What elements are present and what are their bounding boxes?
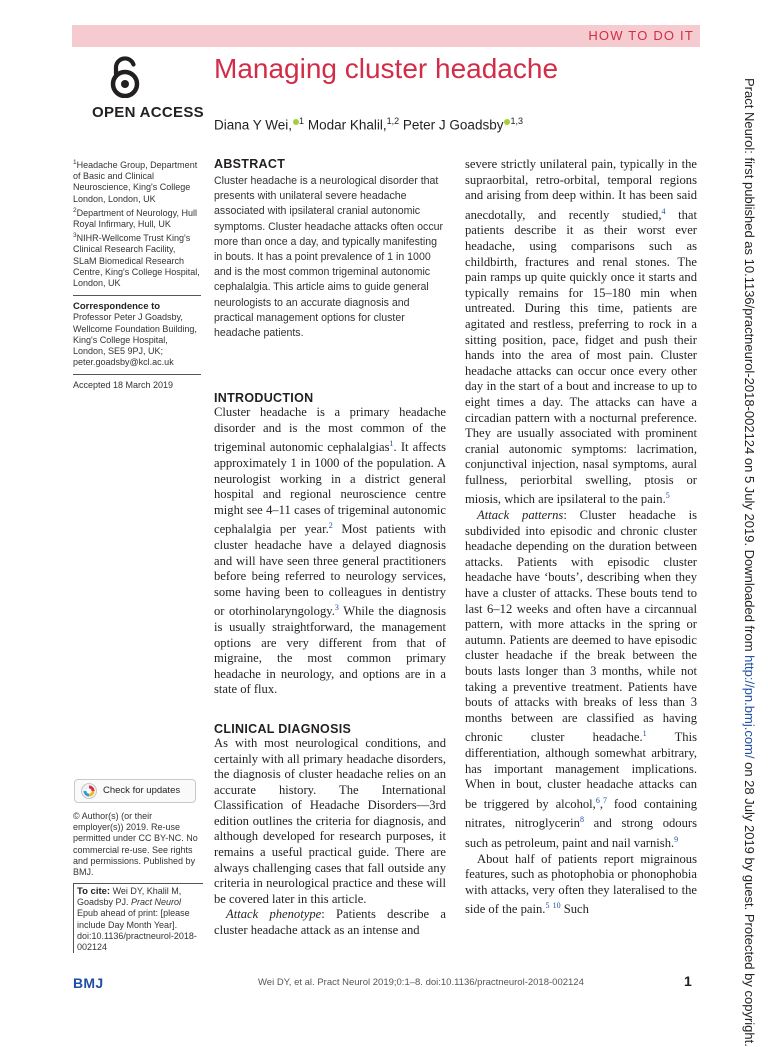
abstract-text: Cluster headache is a neurological disorder that presents with unilateral severe headache associated with ipsilateral cranial autonomic symptoms. Cluster headache attacks often occur more than once a day, and typically manifesting in bouts. It has a point prevalence of 1 in 1000 and is the most common trigeminal autonomic cephalalgia. This article aims to guide general neurologists to an accurate diagnosis and practical management options for cluster headache patients. (214, 175, 444, 340)
cite-text: Epub ahead of print: [please include Day Month Year]. doi:10.1136/practneurol-2018-002124 (77, 908, 197, 953)
author-affiliation: 1,2 (386, 116, 400, 126)
bmj-logo: BMJ (73, 975, 104, 991)
side-banner-text-start: Pract Neurol: first published as 10.1136/practneurol-2018-002124 on 5 July 2019. Downloaded from (742, 78, 757, 656)
side-banner-link[interactable]: http://pn.bmj.com/ (742, 655, 757, 759)
body-text: : Cluster headache is subdivided into episodic and chronic cluster headache depending on the duration between attacks. Patients with episodic cluster headache have ‘bouts’, describing when they have a cluster of attacks. These bouts tend to last 6–12 weeks and often have a circannual pattern, with more attacks in the spring or autumn. Patients are deemed to have episodic cluster headache if the break between the bouts lasts longer than 3 months, while not taking a preventive treatment. Patients have bouts of attacks with breaks of less than 3 months between are classified as having chronic cluster headache. (465, 508, 697, 745)
reference-link[interactable]: 8 (579, 815, 584, 825)
divider (73, 374, 201, 375)
copyright-notice: © Author(s) (or their employer(s)) 2019. Re-use permitted under CC BY-NC. No commercial re-use. See rights and permissions. Published by BMJ. (73, 811, 198, 878)
reference-link[interactable]: 4 (661, 206, 666, 216)
symptom-paragraph (465, 157, 697, 508)
right-column (465, 157, 697, 918)
author-affiliation: 1,3 (510, 116, 523, 126)
reference-link[interactable]: 1 (389, 439, 394, 449)
left-sidebar (73, 157, 201, 392)
clinical-diagnosis-heading: CLINICAL DIAGNOSIS (214, 721, 352, 736)
affiliation-number: 2 (73, 206, 77, 214)
side-banner-text-end: on 28 July 2019 by guest. Protected by copyright. (742, 758, 757, 1047)
cite-journal: Pract Neurol (131, 897, 182, 908)
body-text: Such (560, 902, 589, 917)
accepted-date: Accepted 18 March 2019 (73, 380, 174, 391)
crossmark-icon (81, 783, 97, 799)
affiliation-text: Headache Group, Department of Basic and Clinical Neuroscience, King's College London, London, UK (73, 160, 198, 204)
body-text: Cluster headache is a primary headache disorder and is the most common of the trigeminal autonomic cephalalgias (214, 405, 446, 455)
body-text: This differentiation, although somewhat arbitrary, has important management implications. When in bout, cluster headache attacks can be triggered by alcohol, (465, 730, 698, 811)
body-text: that patients describe it as their worst ever headache, using comparisons such as childbirth, fractures and renal stones. The pain ramps up quite quickly once it starts and typically remains for 15–180 min when untreated. During this time, patients are agitated and restless, preferring to rock in a sitting position, pace, fidget and push their hands into the area of most pain. Cluster headache attacks can occur once every other day in the start of a bout and increase to up to eight times a day. The attacks can have a circadian pattern with a nocturnal preference. They are usually associated with prominent cranial autonomic symptoms: lacrimation, conjunctival injection, nasal symptoms, aural fullness, periorbital swelling, ptosis or miosis, which are ipsilateral to the pain. (465, 207, 697, 507)
reference-link[interactable]: 5 (545, 901, 550, 911)
abstract-heading: ABSTRACT (214, 157, 286, 171)
reference-link[interactable]: 5 (665, 491, 670, 501)
author-name[interactable]: Diana Y Wei, (214, 117, 293, 133)
side-banner (738, 78, 760, 1047)
reference-link[interactable]: 9 (674, 834, 679, 844)
affiliation-text: NIHR-Wellcome Trust King's Clinical Research Facility, SLaM Biomedical Research Centre, King's College Hospital, London, UK (73, 233, 200, 289)
section-band (72, 25, 700, 47)
check-for-updates-label: Check for updates (103, 785, 181, 796)
reference-link[interactable]: 2 (328, 521, 333, 531)
divider (73, 295, 201, 296)
check-for-updates-button[interactable] (74, 779, 196, 803)
affiliation-number: 1 (73, 159, 77, 166)
reference-link[interactable]: 10 (552, 901, 561, 911)
body-text: : Patients describe a cluster headache attack as an intense and (214, 907, 446, 938)
article-title: Managing cluster headache (214, 53, 559, 84)
citation-box (73, 883, 203, 953)
attack-phenotype-paragraph (214, 907, 446, 938)
page-number: 1 (684, 973, 692, 989)
body-text: food containing nitrates, nitroglycerin (465, 796, 697, 831)
subheading-italic: Attack phenotype (226, 907, 322, 922)
section-tag: HOW TO DO IT (588, 28, 694, 43)
affiliation (73, 205, 201, 230)
body-text: severe strictly unilateral pain, typically in the supraorbital, retro-orbital, temporal regions and arising from deep within. It has been said anecdotally, and recently studied, (465, 157, 697, 222)
body-text: About half of patients report migrainous features, such as photophobia or phonophobia with attacks, very often they lateralised to the side of the pain. (465, 851, 697, 917)
author-name[interactable]: Modar Khalil, (307, 117, 387, 133)
middle-column (214, 157, 446, 939)
reference-link[interactable]: 6 (595, 795, 600, 805)
introduction-heading: INTRODUCTION (214, 391, 314, 406)
open-access-lock-icon (102, 56, 148, 98)
open-access-label: OPEN ACCESS (92, 104, 204, 121)
correspondence-text[interactable]: Professor Peter J Goadsby, Wellcome Foundation Building, King's College Hospital, London, SE5 9PJ, UK; peter.goadsby@kcl.ac.uk (73, 312, 197, 368)
correspondence-heading: Correspondence to (73, 301, 161, 313)
clinical-diagnosis-paragraph: As with most neurological conditions, and certainly with all primary headache disorders, the diagnosis of cluster headache relies on an accurate history. The International Classification of Headache Disorders—3rd edition outlines the criteria for diagnosis, and although developed for research purposes, it remains a useful practical guide. There are always challenging cases that fall outside any criteria in neurological practice and these will be covered later in this article. (214, 735, 446, 906)
author-name[interactable]: Peter J Goadsby (402, 117, 504, 133)
migrainous-features-paragraph (465, 852, 697, 918)
attack-patterns-paragraph: Attack patterns: Cluster headache is subdivided into episodic and chronic cluster headache depending on the duration between attacks. Patients with episodic cluster headache have ‘bouts’, describing when they have a cluster of attacks. These bouts tend to last 6–12 weeks and often have a circannual pattern, with more attacks in the spring or autumn. Patients are deemed to have episodic cluster headache if the break between the bouts lasts longer than 3 months, while not taking a preventive treatment. Patients have bouts of attacks with breaks of less than 3 months between are classified as having chronic cluster headache.$^1$ This differentiation, although somewhat arbitrary, has important management implications. When in bout, cluster headache attacks can be triggered by alcohol,$^6$,$^7$ food containing nitrates, nitroglycerin$^8$ and strong odours such as petroleum, paint and nail varnish.$^9$ (465, 508, 698, 850)
reference-link[interactable]: 1 (642, 729, 647, 739)
body-text: While the diagnosis is usually straightforward, the management options are very different from that of migraine, the most common primary headache in neurology, and options are in a state of flux. (214, 604, 446, 697)
body-text: and strong odours such as petroleum, paint and nail varnish. (465, 816, 697, 850)
introduction-paragraph (214, 405, 446, 698)
affiliation-text: Department of Neurology, Hull Royal Infirmary, Hull, UK (73, 207, 198, 230)
side-banner-text (738, 78, 760, 1047)
reference-link[interactable]: 3 (334, 603, 339, 613)
body-text: Most patients with cluster headache have a delayed diagnosis and will have seen three general practitioners before being referred to neurology services, some having been to colleagues in dentistry or otorhinolaryngology. (214, 522, 447, 619)
reference-link[interactable]: 7 (602, 795, 607, 805)
affiliation (73, 157, 201, 205)
affiliation (73, 230, 201, 289)
body-text: . It affects approximately 1 in 1000 of the population. A neurologist working in a district general hospital and regional neuroscience centre might see 4–11 cases of trigeminal autonomic cephalalgia per year. (214, 440, 447, 537)
affiliation-number: 3 (73, 232, 77, 240)
cite-heading: To cite: (77, 886, 111, 897)
author-list (214, 116, 523, 133)
footer-citation: Wei DY, et al. Pract Neurol 2019;0:1–8. doi:10.1136/practneurol-2018-002124 (258, 977, 584, 988)
cite-text: Wei DY, Khalil M, Goadsby PJ. (77, 886, 182, 908)
author-affiliation: 1 (299, 116, 305, 126)
subheading-italic: Attack patterns (477, 508, 564, 523)
